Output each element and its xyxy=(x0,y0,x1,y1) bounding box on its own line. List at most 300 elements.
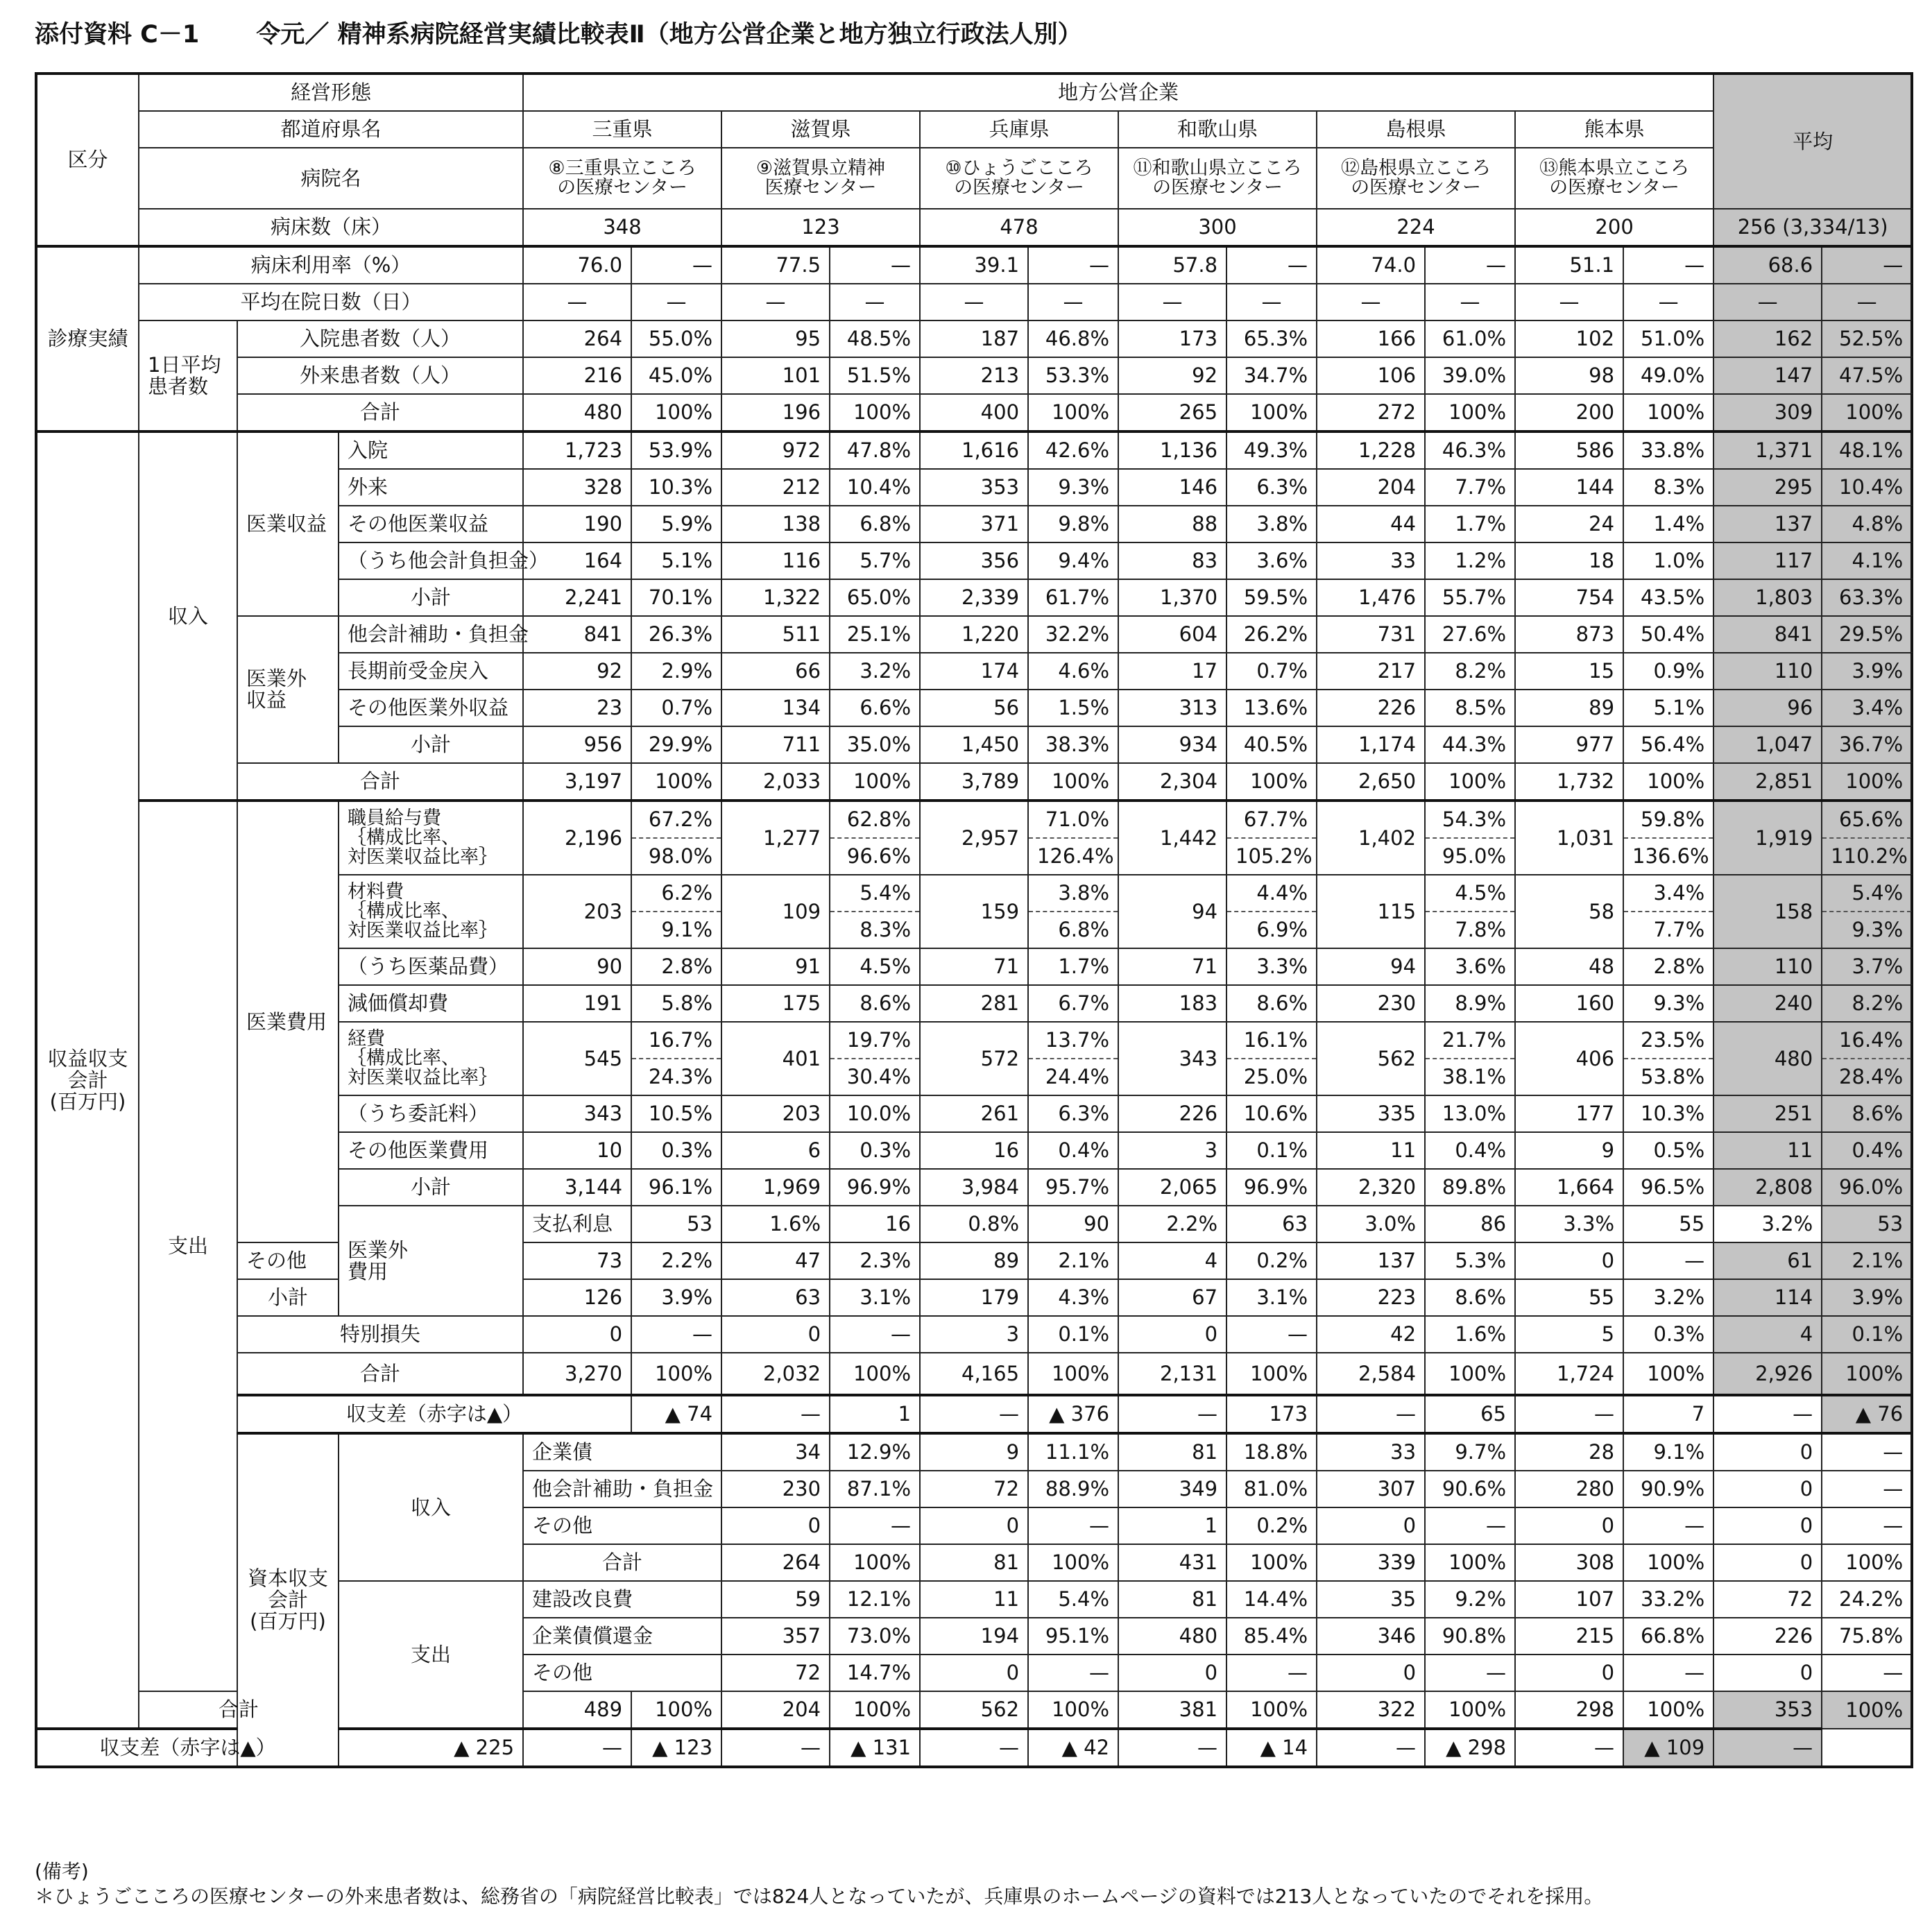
ratio-cell: 10.3% xyxy=(1623,1095,1713,1132)
ratio-cell: 5.1% xyxy=(1623,690,1713,726)
ratio-cell: 100% xyxy=(1623,394,1713,431)
ratio-cell: 13.6% xyxy=(1226,690,1317,726)
value-cell: 117 xyxy=(1713,542,1822,579)
value-cell: 81 xyxy=(920,1544,1028,1581)
ratio-cell: 73.0% xyxy=(830,1618,920,1655)
value-cell: 173 xyxy=(1226,1395,1317,1433)
value-cell: 174 xyxy=(920,653,1028,690)
value-cell: 586 xyxy=(1515,431,1623,469)
ratio-cell: 95.7% xyxy=(1028,1169,1118,1206)
value-cell: 1,724 xyxy=(1515,1353,1623,1395)
value-cell: 343 xyxy=(523,1095,631,1132)
value-cell: 162 xyxy=(1713,320,1822,357)
value-cell: 72 xyxy=(721,1655,830,1691)
value-cell: 0 xyxy=(721,1507,830,1544)
ratio-cell: — xyxy=(1226,1655,1317,1691)
value-cell: 3,789 xyxy=(920,763,1028,801)
income-label: 収入 xyxy=(139,431,237,801)
ratio-cell: 89.8% xyxy=(1425,1169,1515,1206)
row-income-total xyxy=(36,763,1912,801)
medical-expense-label: 医業費用 xyxy=(237,801,339,1242)
value-cell: 110 xyxy=(1713,653,1822,690)
ratio-cell: 100% xyxy=(631,1353,721,1395)
value-cell: 328 xyxy=(523,469,631,506)
ratio-cell: — xyxy=(830,284,920,320)
ratio-cell: 100% xyxy=(1623,1353,1713,1395)
value-cell: 1,371 xyxy=(1713,431,1822,469)
value-cell: 2,339 xyxy=(920,579,1028,616)
value-cell: 251 xyxy=(1713,1095,1822,1132)
value-cell: 58 xyxy=(1515,875,1623,948)
value-cell: — xyxy=(1317,284,1425,320)
value-cell: 3,197 xyxy=(523,763,631,801)
ratio-cell: 87.1% xyxy=(830,1471,920,1507)
ratio-cell: 26.2% xyxy=(1226,616,1317,653)
ratio-cell: — xyxy=(1226,1316,1317,1353)
ratio-cell: 8.6% xyxy=(830,985,920,1022)
value-cell: 39.1 xyxy=(920,246,1028,284)
value-cell: 480 xyxy=(523,394,631,431)
value-cell: 604 xyxy=(1118,616,1226,653)
ratio-cell: 7.7% xyxy=(1425,469,1515,506)
ratio-cell: 100% xyxy=(1028,1353,1118,1395)
row-label: 入院 xyxy=(339,431,523,469)
value-cell: 281 xyxy=(920,985,1028,1022)
cap-income-label: 収入 xyxy=(339,1433,523,1581)
ratio-cell: 39.0% xyxy=(1425,357,1515,394)
ratio-cell: 5.3% xyxy=(1425,1242,1515,1279)
ratio-cell: 100% xyxy=(1425,1353,1515,1395)
value-cell: 53 xyxy=(1822,1206,1912,1242)
value-cell: 95 xyxy=(721,320,830,357)
pref-name: 兵庫県 xyxy=(920,111,1118,148)
row-label: その他医業外収益 xyxy=(339,690,523,726)
value-cell: 4,165 xyxy=(920,1353,1028,1395)
revenue-ratio-cell: 6.9% xyxy=(1226,912,1317,948)
value-cell: 307 xyxy=(1317,1471,1425,1507)
composition-ratio-cell: 3.8% xyxy=(1028,875,1118,912)
value-cell: 1,136 xyxy=(1118,431,1226,469)
ratio-cell: 66.8% xyxy=(1623,1618,1713,1655)
row-avg-stay xyxy=(36,284,1912,320)
revenue-ratio-cell: 28.4% xyxy=(1822,1059,1912,1095)
value-cell: 34 xyxy=(721,1433,830,1471)
value-cell: 203 xyxy=(721,1095,830,1132)
ratio-cell: — xyxy=(1028,1507,1118,1544)
ratio-cell: 100% xyxy=(830,763,920,801)
kubun-header: 区分 xyxy=(36,74,139,246)
ratio-cell: 2.3% xyxy=(830,1242,920,1279)
ratio-cell: 10.5% xyxy=(631,1095,721,1132)
ratio-cell: 56.4% xyxy=(1623,726,1713,763)
value-cell: 406 xyxy=(1515,1022,1623,1095)
ratio-cell: 36.7% xyxy=(1822,726,1912,763)
row-label: その他 xyxy=(523,1507,721,1544)
document-title: 添付資料 C－1 令元／ 精神系病院経営実績比較表Ⅱ（地方公営企業と地方独立行政法人別） xyxy=(35,21,1082,49)
pref-label: 都道府県名 xyxy=(139,111,523,148)
ratio-cell: 3.4% xyxy=(1822,690,1912,726)
value-cell: 711 xyxy=(721,726,830,763)
ratio-cell: — xyxy=(721,1395,830,1433)
ratio-cell: — xyxy=(1317,1729,1425,1767)
value-cell: 381 xyxy=(1118,1691,1226,1729)
value-cell: 86 xyxy=(1425,1206,1515,1242)
ratio-cell: — xyxy=(830,1507,920,1544)
ratio-cell: 0.2% xyxy=(1226,1242,1317,1279)
ratio-cell: — xyxy=(920,1729,1028,1767)
ratio-cell: — xyxy=(1425,1507,1515,1544)
value-cell: 15 xyxy=(1515,653,1623,690)
ratio-cell: — xyxy=(1822,1507,1912,1544)
ratio-cell: — xyxy=(1118,1729,1226,1767)
value-cell: 94 xyxy=(1118,875,1226,948)
row-label: 小計 xyxy=(237,1279,339,1316)
header-row-beds xyxy=(36,209,1912,246)
ratio-cell: — xyxy=(1822,1471,1912,1507)
value-cell: 977 xyxy=(1515,726,1623,763)
value-cell: 126 xyxy=(523,1279,631,1316)
value-cell: 0 xyxy=(523,1316,631,1353)
ratio-cell: 4.6% xyxy=(1028,653,1118,690)
composition-ratio-cell: 21.7% xyxy=(1425,1022,1515,1059)
ratio-cell: 100% xyxy=(1226,394,1317,431)
value-cell: 0 xyxy=(721,1316,830,1353)
value-cell: 322 xyxy=(1317,1691,1425,1729)
row-other-expense xyxy=(36,1242,1912,1279)
value-cell: ▲ 123 xyxy=(631,1729,721,1767)
revenue-ratio-cell: 24.4% xyxy=(1028,1059,1118,1095)
row-label: 減価償却費 xyxy=(339,985,523,1022)
revenue-ratio-cell: 9.1% xyxy=(631,912,721,948)
ratio-cell: — xyxy=(1028,1655,1118,1691)
ratio-cell: 4.5% xyxy=(830,948,920,985)
ratio-cell: — xyxy=(523,1729,631,1767)
row-label: 支払利息 xyxy=(523,1206,631,1242)
ratio-cell: 3.2% xyxy=(830,653,920,690)
value-cell: 0 xyxy=(1118,1316,1226,1353)
ratio-cell: 100% xyxy=(1623,1691,1713,1729)
row-label: 小計 xyxy=(339,726,523,763)
composition-ratio-cell: 59.8% xyxy=(1623,801,1713,838)
ratio-cell: 3.1% xyxy=(830,1279,920,1316)
value-cell: 1,723 xyxy=(523,431,631,469)
ratio-cell: 100% xyxy=(1226,1353,1317,1395)
ratio-cell: 100% xyxy=(1425,1691,1515,1729)
value-cell: 2,926 xyxy=(1713,1353,1822,1395)
value-cell: — xyxy=(1515,284,1623,320)
value-cell: 313 xyxy=(1118,690,1226,726)
ratio-cell: 100% xyxy=(830,1691,920,1729)
beds-label: 病床数（床） xyxy=(139,209,523,246)
composition-ratio-cell: 67.2% xyxy=(631,801,721,838)
value-cell: 353 xyxy=(920,469,1028,506)
row-label: 外来 xyxy=(339,469,523,506)
hospital-name: ⑫島根県立こころ の医療センター xyxy=(1317,148,1515,209)
value-cell: 215 xyxy=(1515,1618,1623,1655)
ratio-cell: 3.0% xyxy=(1317,1206,1425,1242)
row-label: 病床利用率（%） xyxy=(139,246,523,284)
row-label: 小計 xyxy=(339,1169,523,1206)
composition-ratio-cell: 4.5% xyxy=(1425,875,1515,912)
value-cell: 2,957 xyxy=(920,801,1028,875)
ratio-cell: — xyxy=(1623,1655,1713,1691)
ratio-cell: — xyxy=(1118,1395,1226,1433)
ratio-cell: 2.8% xyxy=(1623,948,1713,985)
row-label: 合計 xyxy=(237,1353,523,1395)
value-cell: 159 xyxy=(920,875,1028,948)
value-cell: 1,476 xyxy=(1317,579,1425,616)
keiei-label: 経営形態 xyxy=(139,74,523,111)
daily-avg-label: 1日平均 患者数 xyxy=(139,320,237,431)
ratio-cell: — xyxy=(1425,1655,1515,1691)
value-cell: ▲ 74 xyxy=(631,1395,721,1433)
ratio-cell: 3.3% xyxy=(1226,948,1317,985)
ratio-cell: 100% xyxy=(1623,1544,1713,1581)
value-cell: 0 xyxy=(1713,1433,1822,1471)
value-cell: 1,322 xyxy=(721,579,830,616)
value-cell: 144 xyxy=(1515,469,1623,506)
ratio-cell: — xyxy=(1623,1507,1713,1544)
value-cell: 88 xyxy=(1118,506,1226,542)
ratio-cell: 90.8% xyxy=(1425,1618,1515,1655)
row-label: 収支差（赤字は▲） xyxy=(237,1395,631,1433)
ratio-cell: 90.9% xyxy=(1623,1471,1713,1507)
row-label: 建設改良費 xyxy=(523,1581,721,1618)
value-cell: 53 xyxy=(631,1206,721,1242)
value-cell: 109 xyxy=(721,875,830,948)
ratio-cell: 50.4% xyxy=(1623,616,1713,653)
ratio-cell: 5.7% xyxy=(830,542,920,579)
ratio-cell: — xyxy=(830,246,920,284)
ratio-cell: — xyxy=(631,246,721,284)
ratio-cell: 96.9% xyxy=(1226,1169,1317,1206)
value-cell: 349 xyxy=(1118,1471,1226,1507)
value-cell: — xyxy=(721,284,830,320)
value-cell: 134 xyxy=(721,690,830,726)
composition-ratio-cell: 23.5% xyxy=(1623,1022,1713,1059)
ratio-cell: 61.7% xyxy=(1028,579,1118,616)
revenue-ratio-cell: 38.1% xyxy=(1425,1059,1515,1095)
ratio-cell: 96.1% xyxy=(631,1169,721,1206)
value-cell: 187 xyxy=(920,320,1028,357)
value-cell: 6 xyxy=(721,1132,830,1169)
value-cell: 1,803 xyxy=(1713,579,1822,616)
ratio-cell: — xyxy=(830,1316,920,1353)
composition-ratio-cell: 71.0% xyxy=(1028,801,1118,838)
ratio-cell: 9.7% xyxy=(1425,1433,1515,1471)
ratio-cell: 100% xyxy=(631,394,721,431)
ratio-cell: 0.9% xyxy=(1623,653,1713,690)
ratio-cell: 100% xyxy=(631,1691,721,1729)
value-cell: 114 xyxy=(1713,1279,1822,1316)
row-label: （うち医薬品費） xyxy=(339,948,523,985)
value-cell: 81 xyxy=(1118,1581,1226,1618)
ratio-cell: 8.3% xyxy=(1623,469,1713,506)
ratio-cell: 29.9% xyxy=(631,726,721,763)
value-cell: ▲ 298 xyxy=(1425,1729,1515,1767)
ratio-cell: 100% xyxy=(1822,1691,1912,1729)
row-outpatients xyxy=(36,357,1912,394)
value-cell: 223 xyxy=(1317,1279,1425,1316)
row-bonds xyxy=(36,1433,1912,1471)
ratio-cell: 0.4% xyxy=(1425,1132,1515,1169)
ratio-cell: 10.4% xyxy=(830,469,920,506)
row-non-medical-expense-subtotal xyxy=(36,1279,1912,1316)
ratio-cell: 55.7% xyxy=(1425,579,1515,616)
value-cell: 2,584 xyxy=(1317,1353,1425,1395)
revenue-ratio-cell: 9.3% xyxy=(1822,912,1912,948)
composition-ratio-cell: 65.6% xyxy=(1822,801,1912,838)
row-label: 合計 xyxy=(237,763,523,801)
value-cell: 200 xyxy=(1515,394,1623,431)
value-cell: — xyxy=(1713,284,1822,320)
pref-name: 熊本県 xyxy=(1515,111,1713,148)
ratio-cell: — xyxy=(1822,246,1912,284)
pref-name: 滋賀県 xyxy=(721,111,920,148)
value-cell: 89 xyxy=(1515,690,1623,726)
value-cell: 1,277 xyxy=(721,801,830,875)
ratio-cell: 6.3% xyxy=(1226,469,1317,506)
value-cell: 343 xyxy=(1118,1022,1226,1095)
ratio-cell: 0.7% xyxy=(1226,653,1317,690)
value-cell: 106 xyxy=(1317,357,1425,394)
value-cell: 48 xyxy=(1515,948,1623,985)
revenue-ratio-cell: 105.2% xyxy=(1226,838,1317,875)
beds-value: 256 (3,334/13) xyxy=(1713,209,1912,246)
value-cell: 42 xyxy=(1317,1316,1425,1353)
composition-ratio-cell: 62.8% xyxy=(830,801,920,838)
ratio-cell: 3.3% xyxy=(1515,1206,1623,1242)
ratio-cell: 10.3% xyxy=(631,469,721,506)
ratio-cell: 34.7% xyxy=(1226,357,1317,394)
revenue-ratio-cell: 96.6% xyxy=(830,838,920,875)
value-cell: 2,650 xyxy=(1317,763,1425,801)
ratio-cell: 5.4% xyxy=(1028,1581,1118,1618)
ratio-cell: 3.1% xyxy=(1226,1279,1317,1316)
row-label: その他 xyxy=(237,1242,339,1279)
ratio-cell: 9.8% xyxy=(1028,506,1118,542)
ratio-cell: 88.9% xyxy=(1028,1471,1118,1507)
value-cell: 56 xyxy=(920,690,1028,726)
ratio-cell: 9.4% xyxy=(1028,542,1118,579)
value-cell: 204 xyxy=(1317,469,1425,506)
value-cell: 67 xyxy=(1118,1279,1226,1316)
value-cell: 63 xyxy=(1226,1206,1317,1242)
ratio-cell: 8.6% xyxy=(1425,1279,1515,1316)
row-label: その他医業収益 xyxy=(339,506,523,542)
ratio-cell: 13.0% xyxy=(1425,1095,1515,1132)
row-label: 小計 xyxy=(339,579,523,616)
value-cell: 3,270 xyxy=(523,1353,631,1395)
row-label: 平均在院日数（日） xyxy=(139,284,523,320)
ratio-cell: — xyxy=(1623,1242,1713,1279)
value-cell: 147 xyxy=(1713,357,1822,394)
value-cell: 137 xyxy=(1317,1242,1425,1279)
value-cell: 213 xyxy=(920,357,1028,394)
value-cell: 731 xyxy=(1317,616,1425,653)
cap-expense-label: 支出 xyxy=(339,1581,523,1729)
value-cell: 431 xyxy=(1118,1544,1226,1581)
ratio-cell: 5.9% xyxy=(631,506,721,542)
row-label: 材料費 ｛構成比率、 対医業収益比率｝ xyxy=(339,875,523,948)
composition-ratio-cell: 5.4% xyxy=(830,875,920,912)
ratio-cell: 32.2% xyxy=(1028,616,1118,653)
ratio-cell: 12.1% xyxy=(830,1581,920,1618)
ratio-cell: — xyxy=(1822,1433,1912,1471)
value-cell: 164 xyxy=(523,542,631,579)
pref-name: 島根県 xyxy=(1317,111,1515,148)
ratio-cell: 0.1% xyxy=(1822,1316,1912,1353)
value-cell: 55 xyxy=(1515,1279,1623,1316)
ratio-cell: 95.1% xyxy=(1028,1618,1118,1655)
value-cell: ▲ 225 xyxy=(339,1729,523,1767)
value-cell: 356 xyxy=(920,542,1028,579)
ratio-cell: 38.3% xyxy=(1028,726,1118,763)
ratio-cell: 46.3% xyxy=(1425,431,1515,469)
value-cell: 146 xyxy=(1118,469,1226,506)
value-cell: 309 xyxy=(1713,394,1822,431)
composition-ratio-cell: 19.7% xyxy=(830,1022,920,1059)
value-cell: 90 xyxy=(523,948,631,985)
revenue-ratio-cell: 25.0% xyxy=(1226,1059,1317,1095)
value-cell: 0 xyxy=(920,1655,1028,1691)
ratio-cell: 5.1% xyxy=(631,542,721,579)
ratio-cell: 42.6% xyxy=(1028,431,1118,469)
ratio-cell: — xyxy=(631,1316,721,1353)
revenue-ratio-cell: 110.2% xyxy=(1822,838,1912,875)
value-cell: 191 xyxy=(523,985,631,1022)
ratio-cell: 100% xyxy=(1425,763,1515,801)
value-cell: 4 xyxy=(1713,1316,1822,1353)
section-profit-loss: 収益収支 会計 (百万円) xyxy=(36,431,139,1729)
ratio-cell: 100% xyxy=(1028,1691,1118,1729)
ratio-cell: 1.2% xyxy=(1425,542,1515,579)
row-pl-balance xyxy=(36,1395,1912,1433)
ratio-cell: 43.5% xyxy=(1623,579,1713,616)
value-cell: 0 xyxy=(1713,1544,1822,1581)
row-label: 他会計補助・負担金 xyxy=(523,1471,721,1507)
composition-ratio-cell: 16.7% xyxy=(631,1022,721,1059)
ratio-cell: 0.1% xyxy=(1226,1132,1317,1169)
value-cell: 2,131 xyxy=(1118,1353,1226,1395)
ratio-cell: 2.9% xyxy=(631,653,721,690)
ratio-cell: 6.8% xyxy=(830,506,920,542)
ratio-cell: 0.8% xyxy=(920,1206,1028,1242)
value-cell: 1,450 xyxy=(920,726,1028,763)
row-label: （うち他会計負担金） xyxy=(339,542,523,579)
ratio-cell: 4.3% xyxy=(1028,1279,1118,1316)
ratio-cell: 9.2% xyxy=(1425,1581,1515,1618)
value-cell: 272 xyxy=(1317,394,1425,431)
value-cell: 4 xyxy=(1118,1242,1226,1279)
value-cell: 0 xyxy=(1317,1507,1425,1544)
revenue-ratio-cell: 136.6% xyxy=(1623,838,1713,875)
ratio-cell: 26.3% xyxy=(631,616,721,653)
value-cell: 0 xyxy=(1713,1655,1822,1691)
ratio-cell: — xyxy=(1623,246,1713,284)
ratio-cell: 27.6% xyxy=(1425,616,1515,653)
value-cell: 11 xyxy=(920,1581,1028,1618)
value-cell: 2,196 xyxy=(523,801,631,875)
ratio-cell: 96.0% xyxy=(1822,1169,1912,1206)
value-cell: 1,442 xyxy=(1118,801,1226,875)
value-cell: 57.8 xyxy=(1118,246,1226,284)
notes xyxy=(35,1859,1603,1909)
value-cell: 226 xyxy=(1713,1618,1822,1655)
row-label: 合計 xyxy=(523,1544,721,1581)
row-label: 企業債 xyxy=(523,1433,721,1471)
composition-ratio-cell: 4.4% xyxy=(1226,875,1317,912)
